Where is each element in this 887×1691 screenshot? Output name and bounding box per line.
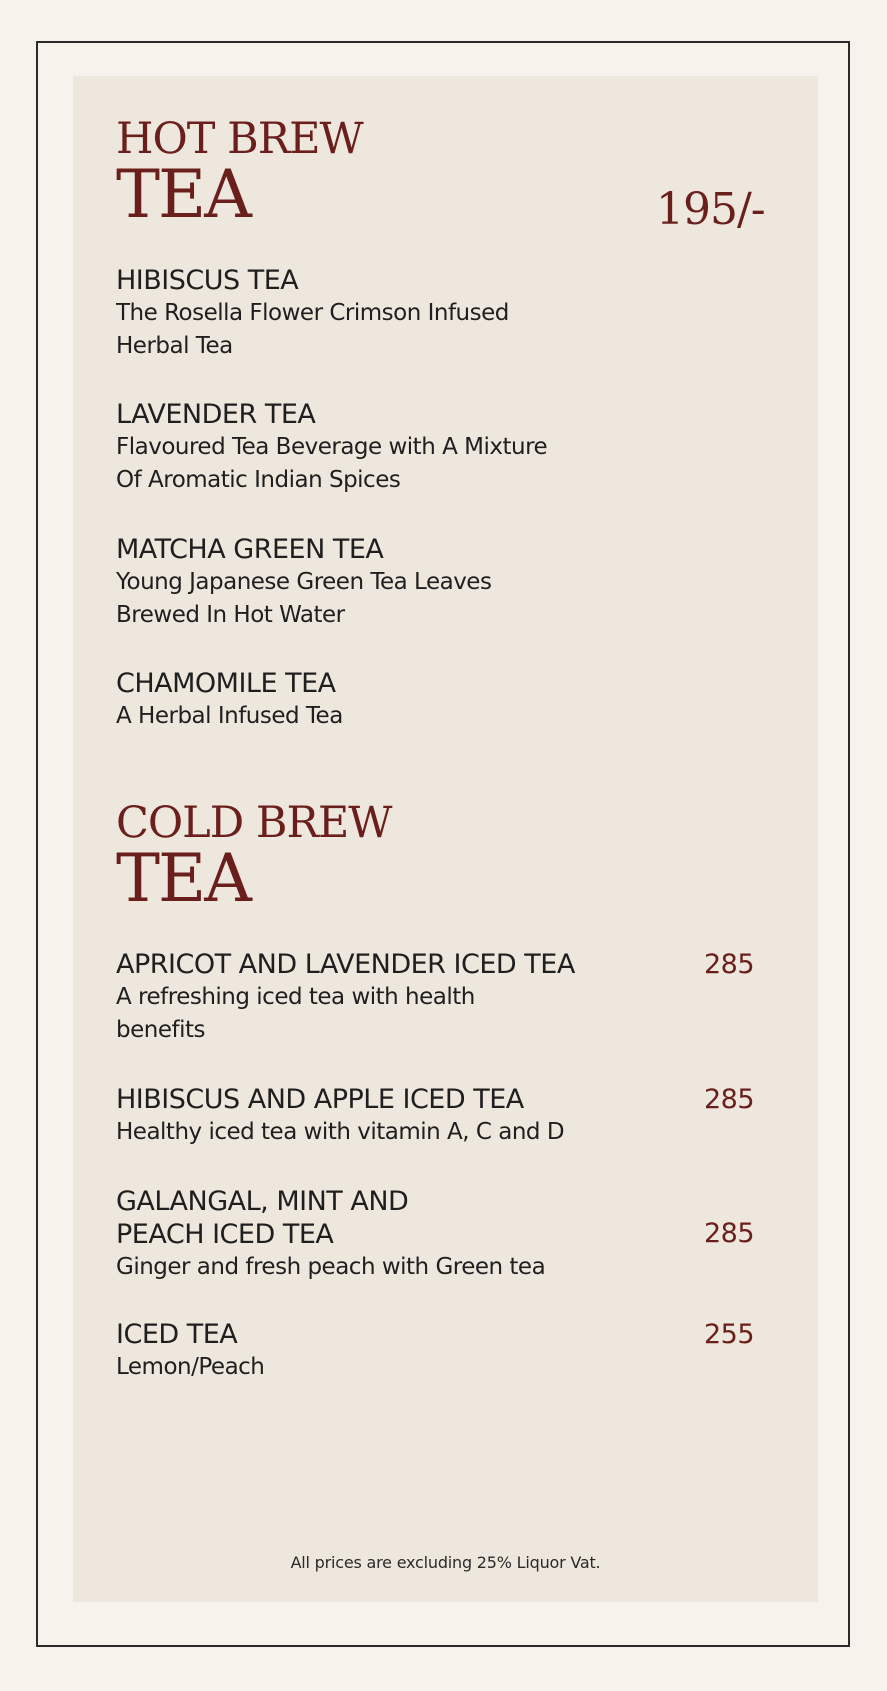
menu-item-name: APRICOT AND LAVENDER ICED TEA xyxy=(116,949,575,980)
menu-item-description: Flavoured Tea Beverage with A Mixture Of Aromatic Indian Spices xyxy=(116,434,548,493)
menu-item-name: HIBISCUS AND APPLE ICED TEA xyxy=(116,1084,524,1115)
menu-item-description: A Herbal Infused Tea xyxy=(116,703,343,729)
menu-item-hibiscus-tea xyxy=(116,264,736,363)
menu-item-name: MATCHA GREEN TEA xyxy=(116,534,384,565)
menu-item-apricot-lavender-iced-tea xyxy=(116,948,736,1047)
menu-item-price: 285 xyxy=(704,1084,755,1115)
cold-brew-heading: COLD BREW xyxy=(116,798,392,848)
menu-item-description: Healthy iced tea with vitamin A, C and D xyxy=(116,1119,565,1145)
hot-brew-section-price: 195/- xyxy=(656,184,765,235)
menu-item-description: Ginger and fresh peach with Green tea xyxy=(116,1254,546,1280)
menu-item-price: 285 xyxy=(704,1218,755,1249)
menu-item-galangal-mint-peach-iced-tea xyxy=(116,1185,736,1284)
menu-item-matcha-green-tea xyxy=(116,533,736,632)
menu-item-lavender-tea xyxy=(116,398,736,497)
menu-item-price: 255 xyxy=(704,1319,755,1350)
menu-item-hibiscus-apple-iced-tea xyxy=(116,1083,736,1149)
menu-item-description: The Rosella Flower Crimson Infused Herbal Tea xyxy=(116,300,509,359)
menu-item-iced-tea xyxy=(116,1318,736,1384)
menu-item-name: HIBISCUS TEA xyxy=(116,265,299,296)
menu-item-chamomile-tea xyxy=(116,667,736,733)
menu-item-name: LAVENDER TEA xyxy=(116,399,316,430)
hot-brew-tea-heading: TEA xyxy=(116,156,250,233)
menu-item-name: GALANGAL, MINT AND PEACH ICED TEA xyxy=(116,1186,409,1250)
menu-item-description: Lemon/Peach xyxy=(116,1354,265,1380)
menu-item-price: 285 xyxy=(704,949,755,980)
cold-brew-tea-heading: TEA xyxy=(116,840,250,917)
menu-item-description: Young Japanese Green Tea Leaves Brewed In Hot Water xyxy=(116,569,492,628)
footer-vat-note: All prices are excluding 25% Liquor Vat. xyxy=(290,1553,601,1572)
menu-item-description: A refreshing iced tea with health benefits xyxy=(116,984,475,1043)
menu-item-name: CHAMOMILE TEA xyxy=(116,668,336,699)
menu-item-name: ICED TEA xyxy=(116,1319,238,1350)
hot-brew-heading: HOT BREW xyxy=(116,114,363,164)
